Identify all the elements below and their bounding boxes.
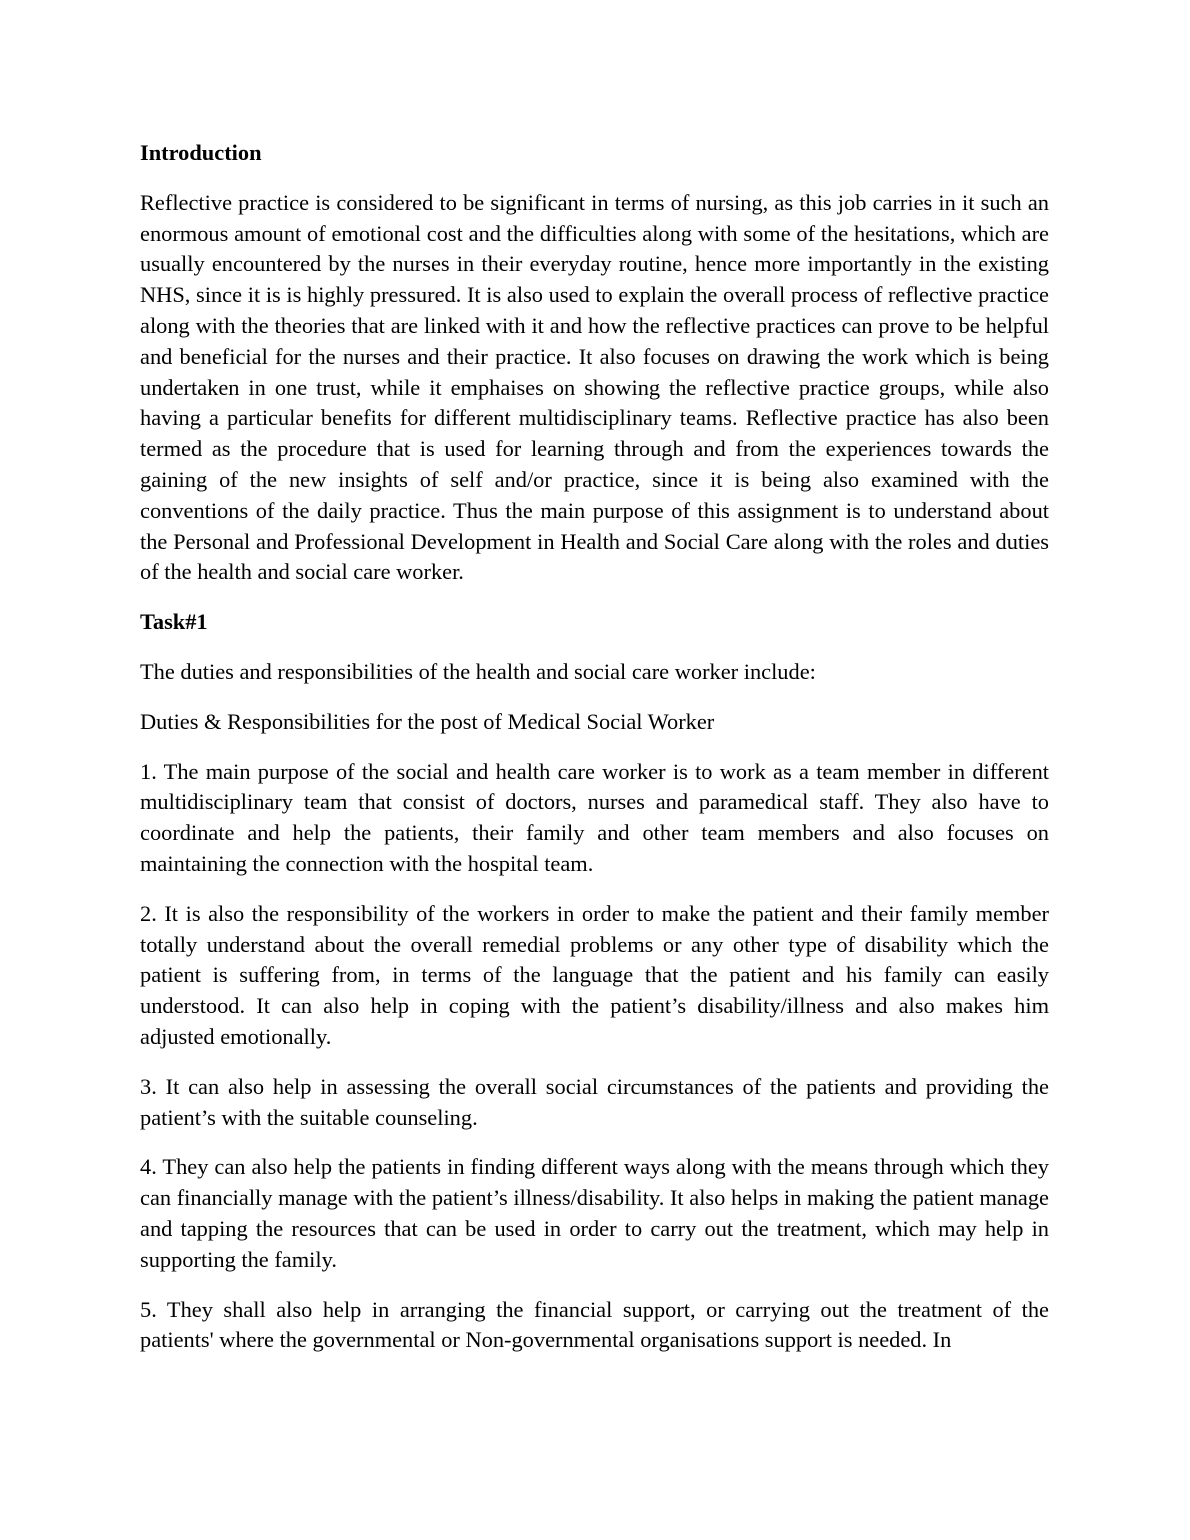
task-intro-text: The duties and responsibilities of the health and social care worker include: (140, 658, 816, 684)
duty-item-1: 1. The main purpose of the social and health care worker is to work as a team member in different multidisciplinary team that consist of doctors, nurses and paramedical staff. They also have to coordinate and help the patients, their family and other team members and also focuses on maintaining the connection with the hospital team. (140, 758, 1049, 876)
introduction-paragraph: Reflective practice is considered to be significant in terms of nursing, as this job carries in it such an enormous amount of emotional cost and the difficulties along with some of the hesitations, which are usually encountered by the nurses in their everyday routine, hence more importantly in the existing NHS, since it is is highly pressured. It is also used to explain the overall process of reflective practice along with the theories that are linked with it and how the reflective practices can prove to be helpful and beneficial for the nurses and their practice. It also focuses on drawing the work which is being undertaken in one trust, while it emphaises on showing the reflective practice groups, while also having a particular benefits for different multidisciplinary teams. Reflective practice has also been termed as the procedure that is used for learning through and from the experiences towards the gaining of the new insights of self and/or practice, since it is being also examined with the conventions of the daily practice. Thus the main purpose of this assignment is to understand about the Personal and Professional Development in Health and Social Care along with the roles and duties of the health and social care worker. (140, 189, 1049, 585)
duty-item-2: 2. It is also the responsibility of the workers in order to make the patient and their family member totally understand about the overall remedial problems or any other type of disability which the patient is suffering from, in terms of the language that the patient and his family can easily understood. It can also help in coping with the patient’s disability/illness and also makes him adjusted emotionally. (140, 900, 1049, 1049)
duty-item-4: 4. They can also help the patients in finding different ways along with the means through which they can financially manage with the patient’s illness/disability. It also helps in making the patient manage and tapping the resources that can be used in order to carry out the treatment, which may help in supporting the family. (140, 1154, 1049, 1272)
duty-item-5: 5. They shall also help in arranging the financial support, or carrying out the treatment of the patients' where the governmental or Non-governmental organisations support is needed. In (140, 1296, 1049, 1353)
task-heading: Task#1 (140, 609, 208, 635)
introduction-heading: Introduction (140, 140, 262, 165)
duties-title: Duties & Responsibilities for the post of Medical Social Worker (140, 708, 715, 734)
duty-item-3: 3. It can also help in assessing the overall social circumstances of the patients and providing the patient’s with the suitable counseling. (140, 1073, 1049, 1130)
document-body (140, 138, 1049, 1356)
